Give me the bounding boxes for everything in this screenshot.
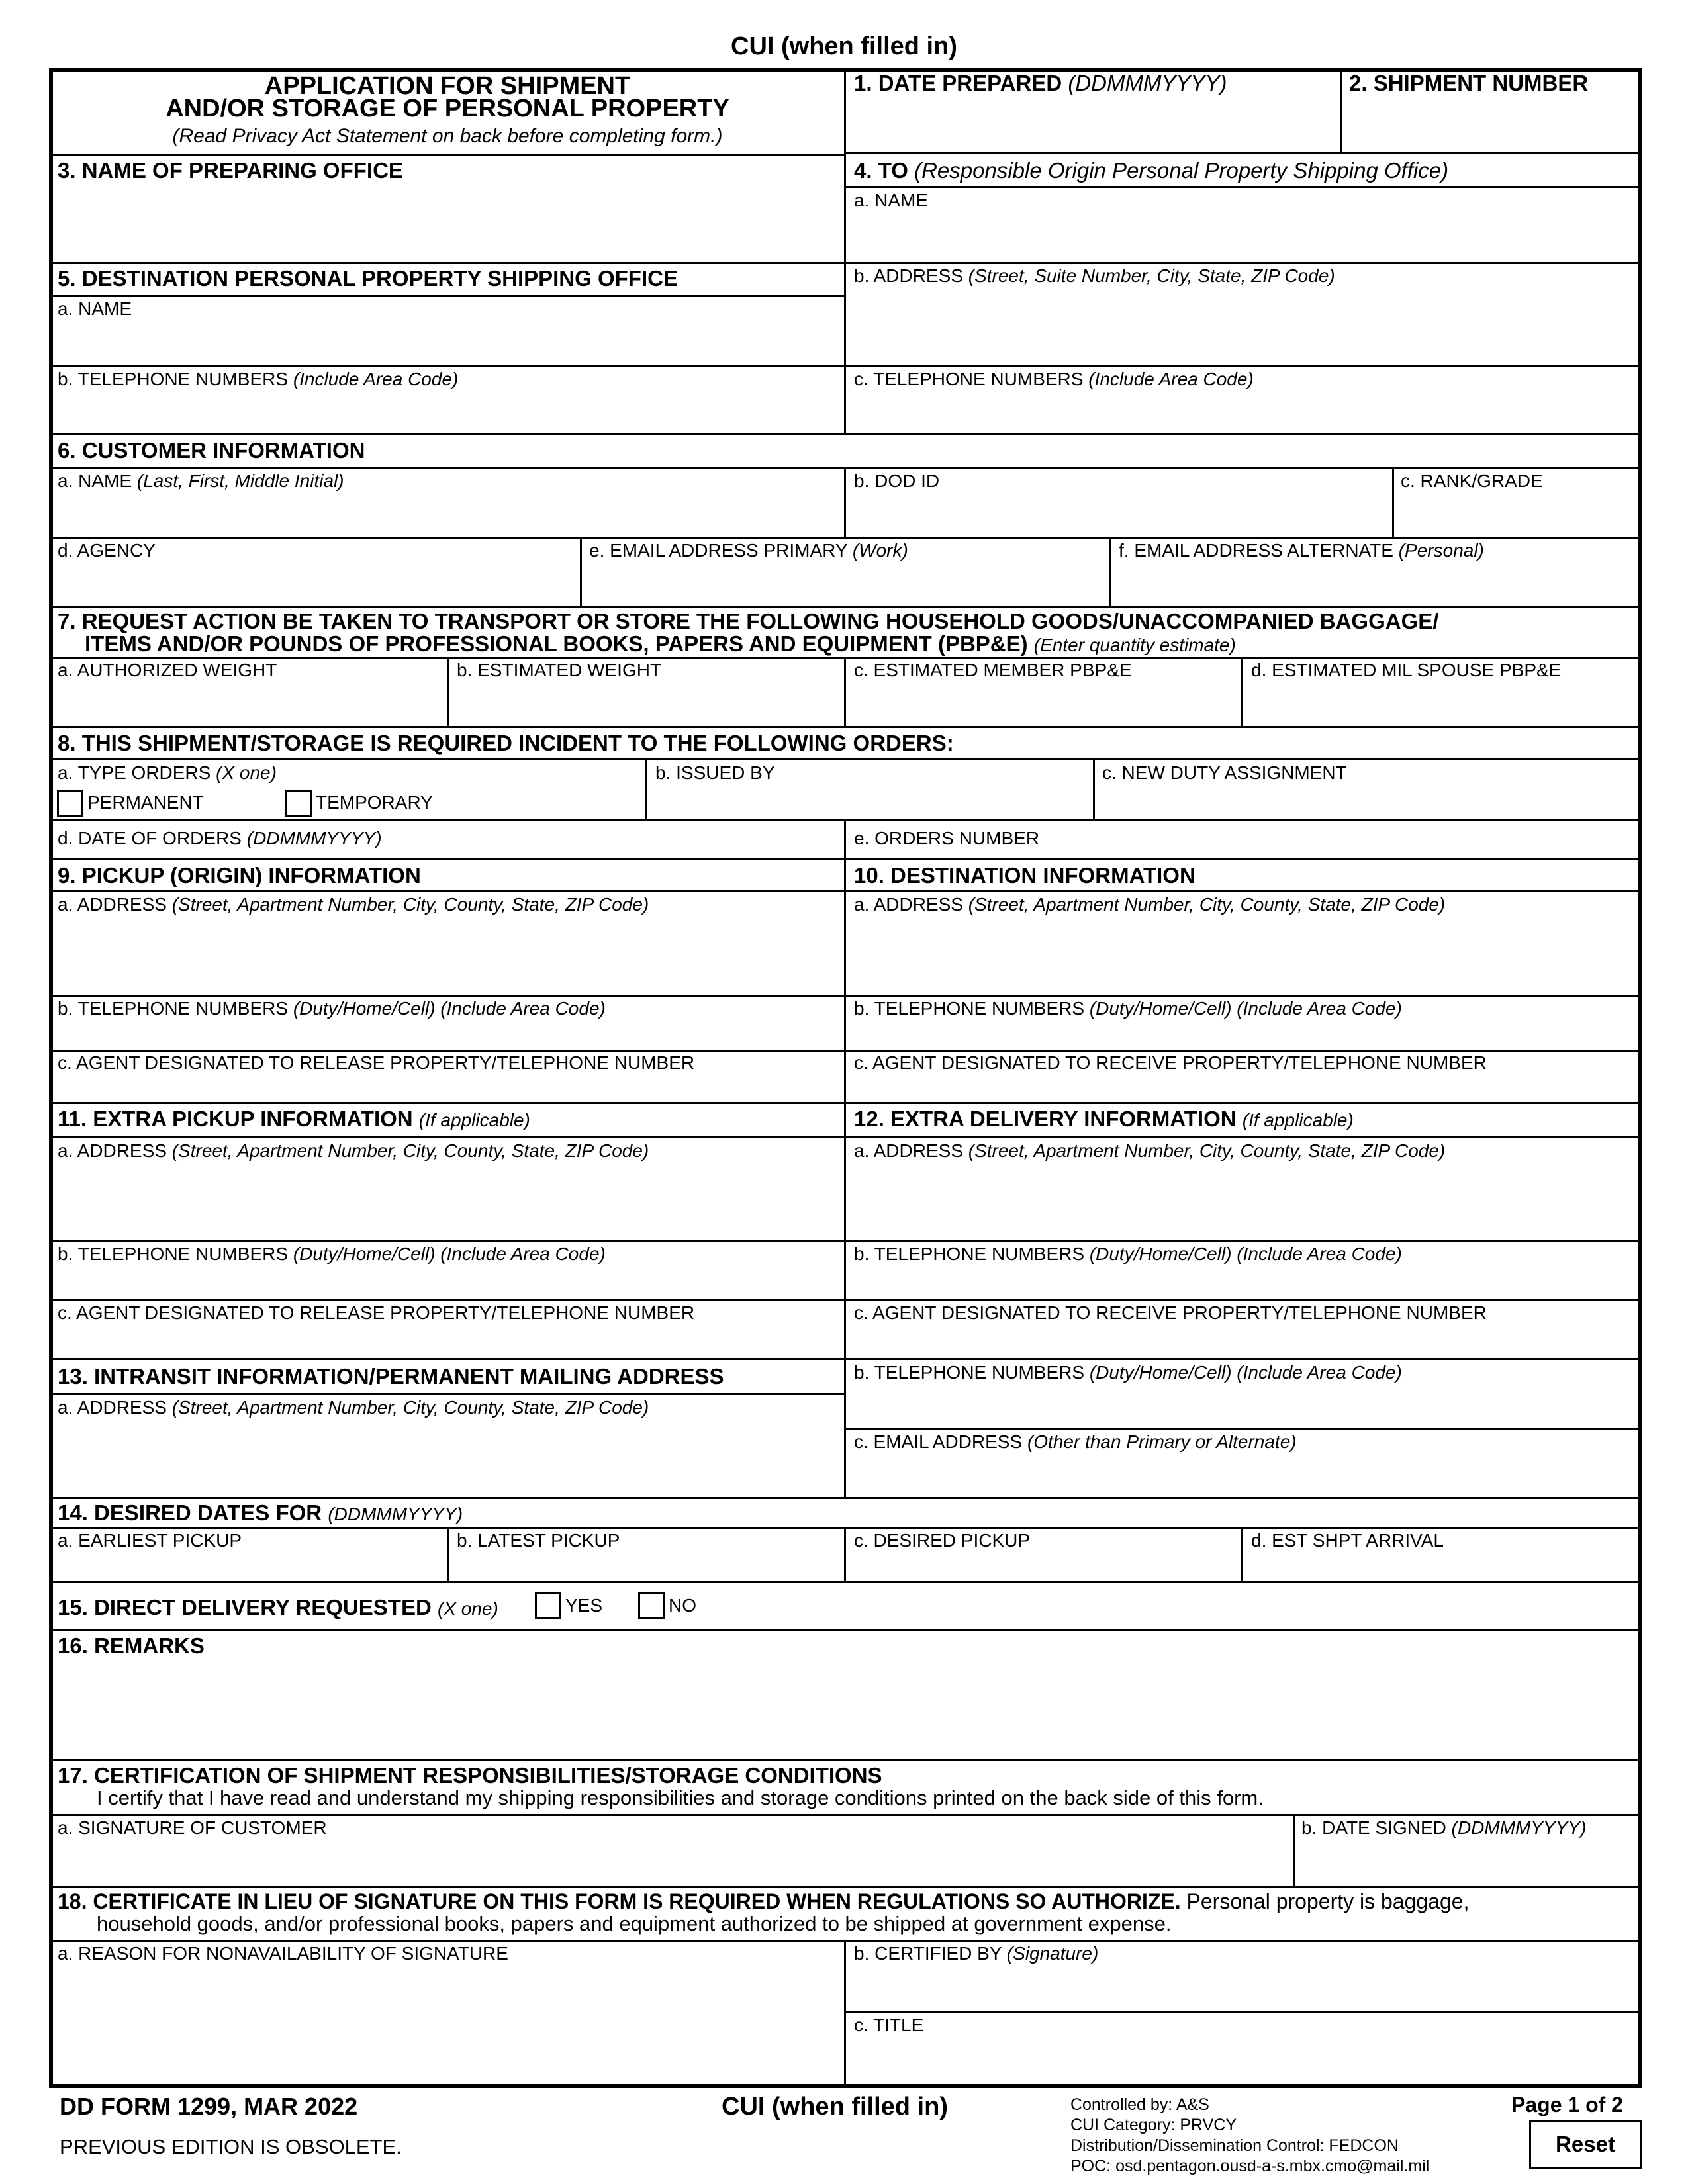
extra-delivery-telephone-label: b. TELEPHONE NUMBERS (Duty/Home/Cell) (Include Area Code) [854, 1244, 1402, 1264]
rule [1241, 1527, 1243, 1582]
form-identifier: DD FORM 1299, MAR 2022 [60, 2093, 358, 2120]
spouse-pbpe-field[interactable] [1246, 682, 1638, 724]
pickup-agent-field[interactable] [53, 1073, 843, 1101]
rule [1241, 657, 1243, 727]
cui-banner-bottom: CUI (when filled in) [722, 2093, 948, 2120]
authorized-weight-label: a. AUTHORIZED WEIGHT [58, 660, 277, 680]
est-arrival-label: d. EST SHPT ARRIVAL [1251, 1530, 1444, 1551]
nonavailability-reason-label: a. REASON FOR NONAVAILABILITY OF SIGNATURE [58, 1943, 508, 1964]
to-name-field[interactable] [849, 210, 1638, 261]
preparing-office-label: 3. NAME OF PREPARING OFFICE [58, 158, 403, 183]
rule [49, 1393, 846, 1395]
intransit-email-label: c. EMAIL ADDRESS (Other than Primary or Alternate) [854, 1432, 1297, 1452]
earliest-pickup-field[interactable] [53, 1551, 445, 1579]
pickup-address-field[interactable] [53, 917, 843, 993]
rule [844, 819, 846, 1497]
rule [844, 365, 846, 435]
destination-telephone-label: b. TELEPHONE NUMBERS (Duty/Home/Cell) (Include Area Code) [854, 998, 1402, 1019]
rule [1293, 1814, 1295, 1887]
member-pbpe-field[interactable] [849, 682, 1239, 724]
customer-signature-field[interactable] [53, 1839, 1291, 1884]
rule [49, 154, 846, 156]
email-primary-label: e. EMAIL ADDRESS PRIMARY (Work) [589, 540, 908, 561]
no-label: NO [669, 1595, 696, 1615]
nonavailability-reason-field[interactable] [53, 1966, 842, 2085]
temporary-label: TEMPORARY [316, 792, 433, 813]
title-label: c. TITLE [854, 2015, 924, 2035]
direct-delivery-yes-checkbox[interactable] [535, 1592, 561, 1619]
extra-delivery-agent-field[interactable] [849, 1324, 1638, 1357]
section5-label: 5. DESTINATION PERSONAL PROPERTY SHIPPING OFFICE [58, 266, 678, 291]
permanent-checkbox[interactable] [57, 790, 83, 817]
rule [447, 1527, 449, 1582]
section4-label: 4. TO (Responsible Origin Personal Property Shipping Office) [854, 158, 1449, 183]
dod-id-field[interactable] [849, 492, 1390, 535]
section10-label: 10. DESTINATION INFORMATION [854, 863, 1196, 887]
section18-label: 18. CERTIFICATE IN LIEU OF SIGNATURE ON THIS FORM IS REQUIRED WHEN REGULATIONS SO AUTHORIZE. Personal property is baggage, [58, 1889, 1470, 1913]
extra-pickup-telephone-label: b. TELEPHONE NUMBERS (Duty/Home/Cell) (Include Area Code) [58, 1244, 606, 1264]
extra-pickup-agent-field[interactable] [53, 1324, 843, 1357]
section14-label: 14. DESIRED DATES FOR (DDMMMYYYY) [58, 1500, 463, 1525]
cui-banner-top: CUI (when filled in) [731, 32, 957, 60]
dest-office-name-field[interactable] [53, 320, 843, 363]
rule [1392, 467, 1394, 538]
form-title-line2: AND/OR STORAGE OF PERSONAL PROPERTY [165, 95, 729, 122]
agency-field[interactable] [53, 563, 579, 604]
poc-email: POC: osd.pentagon.ousd-a-s.mbx.cmo@mail.mil [1070, 2157, 1430, 2175]
earliest-pickup-label: a. EARLIEST PICKUP [58, 1530, 242, 1551]
section7-label-line1: 7. REQUEST ACTION BE TAKEN TO TRANSPORT OR STORE THE FOLLOWING HOUSEHOLD GOODS/UNACCOMPANIED BAGGAGE/ [58, 609, 1439, 633]
rank-grade-label: c. RANK/GRADE [1401, 471, 1543, 491]
section16-label: 16. REMARKS [58, 1633, 205, 1658]
dest-office-telephone-label: b. TELEPHONE NUMBERS (Include Area Code) [58, 369, 459, 389]
section8-label: 8. THIS SHIPMENT/STORAGE IS REQUIRED INCIDENT TO THE FOLLOWING ORDERS: [58, 731, 954, 755]
section15-label: 15. DIRECT DELIVERY REQUESTED (X one) [58, 1595, 498, 1619]
rule [49, 1814, 1642, 1816]
reset-button[interactable]: Reset [1529, 2120, 1642, 2169]
issued-by-label: b. ISSUED BY [655, 762, 775, 783]
to-address-label: b. ADDRESS (Street, Suite Number, City, State, ZIP Code) [854, 265, 1335, 286]
dest-office-telephone-field[interactable] [53, 390, 843, 432]
estimated-weight-label: b. ESTIMATED WEIGHT [457, 660, 662, 680]
date-prepared-label: 1. DATE PREPARED (DDMMMYYYY) [854, 71, 1227, 95]
certified-by-label: b. CERTIFIED BY (Signature) [854, 1943, 1099, 1964]
rule [1340, 68, 1342, 153]
previous-edition-note: PREVIOUS EDITION IS OBSOLETE. [60, 2135, 402, 2158]
latest-pickup-label: b. LATEST PICKUP [457, 1530, 620, 1551]
destination-agent-label: c. AGENT DESIGNATED TO RECEIVE PROPERTY/TELEPHONE NUMBER [854, 1052, 1487, 1073]
new-duty-field[interactable] [1098, 784, 1638, 817]
extra-pickup-address-field[interactable] [53, 1163, 843, 1238]
privacy-note: (Read Privacy Act Statement on back before completing form.) [172, 125, 723, 147]
section9-label: 9. PICKUP (ORIGIN) INFORMATION [58, 863, 421, 887]
yes-label: YES [565, 1595, 603, 1615]
rule [846, 186, 1642, 188]
dod-id-label: b. DOD ID [854, 471, 940, 491]
authorized-weight-field[interactable] [53, 682, 445, 724]
pickup-telephone-field[interactable] [53, 1019, 843, 1048]
to-address-field[interactable] [849, 287, 1638, 363]
email-primary-field[interactable] [584, 563, 1107, 604]
rule [580, 537, 582, 607]
shipment-number-label: 2. SHIPMENT NUMBER [1349, 71, 1589, 95]
to-telephone-field[interactable] [849, 390, 1638, 432]
rule [844, 1527, 846, 1582]
section7-label-line2: ITEMS AND/OR POUNDS OF PROFESSIONAL BOOKS, PAPERS AND EQUIPMENT (PBP&E) (Enter quantity estimate) [85, 631, 1236, 656]
certification-text: I certify that I have read and understand my shipping responsibilities and storage conditions printed on the back side of this form. [97, 1786, 1264, 1809]
rule [49, 758, 1642, 760]
extra-pickup-telephone-field[interactable] [53, 1265, 843, 1297]
rule [49, 1629, 1642, 1631]
date-of-orders-label: d. DATE OF ORDERS (DDMMMYYYY) [58, 828, 382, 848]
form-title-line1: APPLICATION FOR SHIPMENT [264, 72, 631, 100]
est-arrival-field[interactable] [1246, 1551, 1638, 1579]
to-telephone-label: c. TELEPHONE NUMBERS (Include Area Code) [854, 369, 1254, 389]
desired-pickup-label: c. DESIRED PICKUP [854, 1530, 1031, 1551]
temporary-checkbox[interactable] [285, 790, 312, 817]
issued-by-field[interactable] [650, 784, 1091, 817]
rule [49, 1759, 1642, 1761]
destination-telephone-field[interactable] [849, 1019, 1638, 1048]
section17-label: 17. CERTIFICATION OF SHIPMENT RESPONSIBILITIES/STORAGE CONDITIONS [58, 1763, 882, 1788]
email-alternate-field[interactable] [1113, 563, 1638, 604]
section6-label: 6. CUSTOMER INFORMATION [58, 438, 365, 463]
certified-by-field[interactable] [849, 1966, 1638, 2009]
dest-office-name-label: a. NAME [58, 298, 132, 319]
orders-number-label: e. ORDERS NUMBER [854, 828, 1040, 848]
intransit-email-field[interactable] [849, 1453, 1638, 1496]
rule [846, 1428, 1642, 1430]
rule [844, 1940, 846, 2088]
permanent-label: PERMANENT [87, 792, 204, 813]
estimated-weight-field[interactable] [451, 682, 842, 724]
rule [49, 1497, 1642, 1499]
extra-delivery-address-field[interactable] [849, 1163, 1638, 1238]
extra-delivery-address-label: a. ADDRESS (Street, Apartment Number, City, County, State, ZIP Code) [854, 1140, 1446, 1161]
section13-label: 13. INTRANSIT INFORMATION/PERMANENT MAILING ADDRESS [58, 1364, 724, 1388]
rank-grade-field[interactable] [1395, 492, 1638, 535]
preparing-office-field[interactable] [53, 185, 843, 261]
rule [49, 606, 1642, 608]
pickup-telephone-label: b. TELEPHONE NUMBERS (Duty/Home/Cell) (Include Area Code) [58, 998, 606, 1019]
customer-name-field[interactable] [53, 492, 843, 535]
extra-pickup-agent-label: c. AGENT DESIGNATED TO RELEASE PROPERTY/TELEPHONE NUMBER [58, 1302, 695, 1323]
destination-address-field[interactable] [849, 917, 1638, 993]
destination-agent-field[interactable] [849, 1073, 1638, 1101]
spouse-pbpe-label: d. ESTIMATED MIL SPOUSE PBP&E [1251, 660, 1562, 680]
remarks-field[interactable] [53, 1660, 1638, 1758]
distribution-control: Distribution/Dissemination Control: FEDCON [1070, 2136, 1399, 2155]
rule [447, 657, 449, 727]
controlled-by: Controlled by: A&S [1070, 2095, 1209, 2114]
agency-label: d. AGENCY [58, 540, 156, 561]
type-orders-label: a. TYPE ORDERS (X one) [58, 762, 277, 783]
customer-signature-label: a. SIGNATURE OF CUSTOMER [58, 1817, 327, 1838]
customer-name-label: a. NAME (Last, First, Middle Initial) [58, 471, 344, 491]
direct-delivery-no-checkbox[interactable] [638, 1592, 665, 1619]
intransit-address-field[interactable] [53, 1419, 843, 1496]
rule [1093, 758, 1095, 821]
intransit-telephone-label: b. TELEPHONE NUMBERS (Duty/Home/Cell) (Include Area Code) [854, 1362, 1402, 1383]
rule [846, 2011, 1642, 2013]
section11-label: 11. EXTRA PICKUP INFORMATION (If applicable) [58, 1107, 530, 1131]
date-signed-label: b. DATE SIGNED (DDMMMYYYY) [1301, 1817, 1587, 1838]
email-alternate-label: f. EMAIL ADDRESS ALTERNATE (Personal) [1119, 540, 1484, 561]
rule [844, 657, 846, 727]
date-signed-field[interactable] [1297, 1839, 1638, 1884]
pickup-address-label: a. ADDRESS (Street, Apartment Number, City, County, State, ZIP Code) [58, 894, 649, 915]
page-indicator: Page 1 of 2 [1511, 2093, 1623, 2116]
date-prepared-field[interactable] [849, 99, 1338, 151]
rule [844, 467, 846, 538]
rule [49, 295, 846, 297]
rule [846, 152, 1642, 154]
member-pbpe-label: c. ESTIMATED MEMBER PBP&E [854, 660, 1132, 680]
cui-category: CUI Category: PRVCY [1070, 2116, 1237, 2134]
desired-pickup-field[interactable] [849, 1551, 1239, 1579]
to-name-label: a. NAME [854, 190, 929, 210]
pickup-agent-label: c. AGENT DESIGNATED TO RELEASE PROPERTY/TELEPHONE NUMBER [58, 1052, 695, 1073]
title-field[interactable] [849, 2037, 1638, 2083]
orders-number-field[interactable] [1059, 823, 1638, 856]
section18-text: household goods, and/or professional books, papers and equipment authorized to be shipped at government expense. [97, 1912, 1172, 1935]
shipment-number-field[interactable] [1344, 99, 1638, 151]
latest-pickup-field[interactable] [451, 1551, 842, 1579]
section12-label: 12. EXTRA DELIVERY INFORMATION (If applicable) [854, 1107, 1354, 1131]
rule [49, 1886, 1642, 1888]
intransit-address-label: a. ADDRESS (Street, Apartment Number, City, County, State, ZIP Code) [58, 1397, 649, 1418]
rule [1109, 537, 1111, 607]
new-duty-label: c. NEW DUTY ASSIGNMENT [1102, 762, 1347, 783]
date-of-orders-field[interactable] [424, 823, 841, 856]
extra-delivery-agent-label: c. AGENT DESIGNATED TO RECEIVE PROPERTY/TELEPHONE NUMBER [854, 1302, 1487, 1323]
destination-address-label: a. ADDRESS (Street, Apartment Number, City, County, State, ZIP Code) [854, 894, 1446, 915]
extra-pickup-address-label: a. ADDRESS (Street, Apartment Number, City, County, State, ZIP Code) [58, 1140, 649, 1161]
intransit-telephone-field[interactable] [849, 1385, 1638, 1427]
rule [645, 758, 647, 821]
extra-delivery-telephone-field[interactable] [849, 1265, 1638, 1297]
